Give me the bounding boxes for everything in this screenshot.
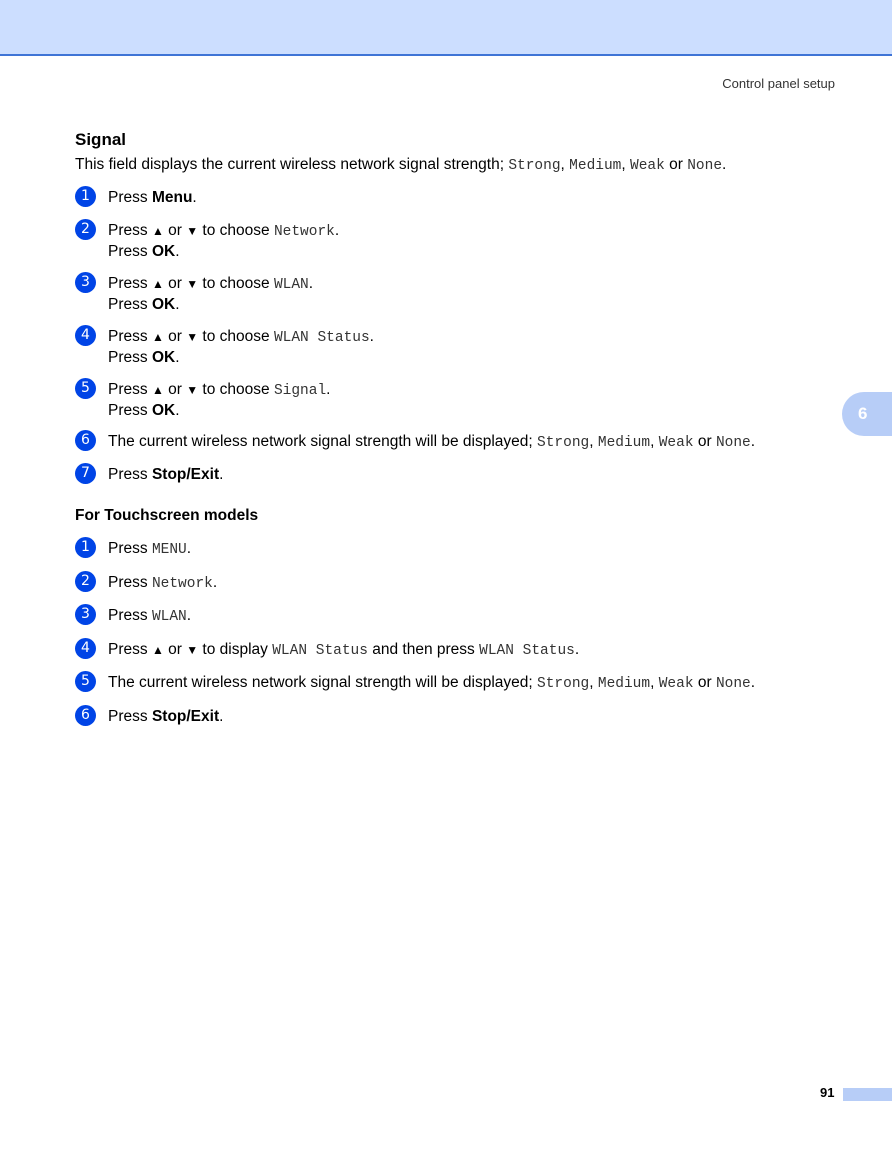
value-weak: Weak: [658, 435, 694, 451]
step-number-badge: 3: [75, 272, 96, 293]
down-arrow-icon: ▼: [186, 330, 199, 344]
ok-key-label: OK: [151, 402, 176, 419]
step-6: 6 The current wireless network signal strength will be displayed; Strong, Medium, Weak or None.: [75, 432, 845, 465]
down-arrow-icon: ▼: [186, 224, 199, 238]
menu-value: Signal: [273, 383, 327, 399]
value-weak: Weak: [658, 676, 694, 692]
value-none: None: [687, 158, 723, 174]
key-label: Menu: [151, 189, 193, 206]
step-7: 7 Press Stop/Exit.: [75, 465, 845, 506]
step-5: 5 Press ▲ or ▼ to choose Signal. Press OK.: [75, 380, 845, 432]
value-none: None: [715, 676, 751, 692]
value-strong: Strong: [537, 435, 590, 451]
step-3: 3 Press ▲ or ▼ to choose WLAN. Press OK.: [75, 274, 845, 327]
value-none: None: [715, 435, 751, 451]
step-number-badge: 4: [75, 638, 96, 659]
step-number-badge: 2: [75, 219, 96, 240]
down-arrow-icon: ▼: [186, 383, 199, 397]
up-arrow-icon: ▲: [151, 277, 164, 291]
ok-key-label: OK: [151, 296, 176, 313]
chapter-tab: [842, 392, 892, 436]
up-arrow-icon: ▲: [151, 330, 164, 344]
page-number: 91: [820, 1085, 835, 1100]
touch-step-4: 4 Press ▲ or ▼ to display WLAN Status and then press WLAN Status.: [75, 640, 845, 673]
ok-key-label: OK: [151, 349, 176, 366]
step-number-badge: 6: [75, 705, 96, 726]
value-weak: Weak: [630, 158, 665, 174]
menu-value: WLAN: [273, 277, 309, 293]
down-arrow-icon: ▼: [186, 277, 199, 291]
step-number-badge: 7: [75, 463, 96, 484]
up-arrow-icon: ▲: [151, 643, 164, 657]
menu-value: Network: [273, 224, 335, 240]
touch-step-6: 6 Press Stop/Exit.: [75, 707, 845, 731]
value-medium: Medium: [569, 158, 622, 174]
menu-value: Network: [151, 576, 213, 592]
up-arrow-icon: ▲: [151, 224, 164, 238]
step-4: 4 Press ▲ or ▼ to choose WLAN Status. Press OK.: [75, 327, 845, 380]
step-number-badge: 1: [75, 186, 96, 207]
value-strong: Strong: [508, 158, 561, 174]
step-number-badge: 3: [75, 604, 96, 625]
value-medium: Medium: [597, 435, 651, 451]
steps-list: [75, 188, 845, 506]
value-medium: Medium: [597, 676, 651, 692]
intro-paragraph: This field displays the current wireless network signal strength; Strong, Medium, Weak or None.: [75, 156, 727, 174]
menu-value: WLAN Status: [272, 643, 368, 659]
menu-value: WLAN Status: [273, 330, 370, 346]
touch-step-1: 1 Press MENU.: [75, 539, 845, 573]
step-number-badge: 6: [75, 430, 96, 451]
step-1: 1 Press Menu.: [75, 188, 845, 221]
value-strong: Strong: [537, 676, 590, 692]
touchscreen-title: For Touchscreen models: [75, 507, 259, 524]
section-title: Signal: [75, 130, 127, 149]
touch-step-5: 5 The current wireless network signal strength will be displayed; Strong, Medium, Weak or None.: [75, 673, 845, 707]
touch-step-2: 2 Press Network.: [75, 573, 845, 606]
running-header: Control panel setup: [722, 76, 835, 91]
page-number-bar: [843, 1088, 892, 1101]
page-content: [75, 128, 845, 731]
step-number-badge: 5: [75, 378, 96, 399]
step-number-badge: 4: [75, 325, 96, 346]
menu-value: WLAN: [151, 609, 187, 625]
step-number-badge: 1: [75, 537, 96, 558]
down-arrow-icon: ▼: [186, 643, 199, 657]
step-2: 2 Press ▲ or ▼ to choose Network. Press OK.: [75, 221, 845, 274]
up-arrow-icon: ▲: [151, 383, 164, 397]
touchscreen-steps-list: [75, 539, 845, 731]
menu-value: WLAN Status: [479, 643, 575, 659]
step-number-badge: 5: [75, 671, 96, 692]
menu-value: MENU: [151, 542, 187, 558]
ok-key-label: OK: [151, 243, 176, 260]
key-label: Stop/Exit: [151, 466, 220, 483]
top-header-band: [0, 0, 892, 56]
touch-step-3: 3 Press WLAN.: [75, 606, 845, 640]
chapter-number: 6: [858, 404, 868, 423]
key-label: Stop/Exit: [151, 708, 220, 725]
step-number-badge: 2: [75, 571, 96, 592]
